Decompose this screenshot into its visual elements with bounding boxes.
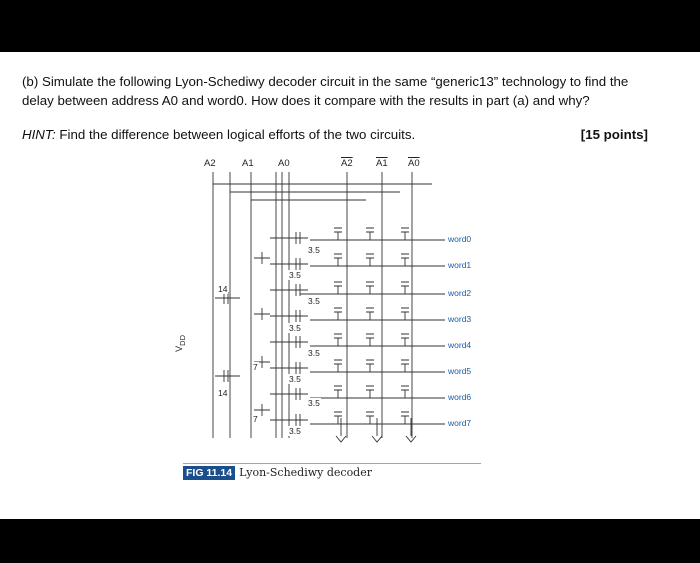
size-label: 14 <box>218 284 228 294</box>
size-label: 7 <box>253 362 258 372</box>
word-label: word7 <box>448 418 472 428</box>
word-label: word4 <box>448 340 472 350</box>
input-a1: A1 <box>242 158 254 169</box>
size-label: 3.5 <box>289 374 301 384</box>
size-label: 3.5 <box>308 348 320 358</box>
vdd-v: V <box>174 345 185 352</box>
input-a0-bar: A0 <box>408 158 420 169</box>
word-label: word2 <box>448 288 472 298</box>
vdd-sub: DD <box>177 334 187 346</box>
size-label: 3.5 <box>289 323 301 333</box>
size-label: 3.5 <box>308 398 320 408</box>
caption-text: Lyon-Schediwy decoder <box>239 466 372 479</box>
points-label: [15 points] <box>580 127 648 142</box>
question-line-2: delay between address A0 and word0. How does it compare with the results in part (a) and why? <box>22 93 590 108</box>
size-label: 3.5 <box>289 426 301 436</box>
decoder-schematic <box>170 148 490 468</box>
caption-tag: FIG 11.14 <box>183 466 235 480</box>
word-label: word5 <box>448 366 472 376</box>
word-label: word0 <box>448 234 472 244</box>
size-label: 14 <box>218 388 228 398</box>
hint <box>22 127 415 142</box>
question-line-1: (b) Simulate the following Lyon-Schediwy decoder circuit in the same “generic13” technology to find the <box>22 74 629 89</box>
hint-text: Find the difference between logical efforts of the two circuits. <box>55 127 416 142</box>
input-a2-bar: A2 <box>341 158 353 169</box>
size-label: 7 <box>253 414 258 424</box>
word-label: word1 <box>448 260 472 270</box>
caption-rule <box>183 463 481 464</box>
document-page <box>0 52 700 519</box>
word-label: word6 <box>448 392 472 402</box>
size-label: 3.5 <box>308 296 320 306</box>
input-a2: A2 <box>204 158 216 169</box>
vdd-label <box>174 335 187 352</box>
size-label: 3.5 <box>289 270 301 280</box>
input-a1-bar: A1 <box>376 158 388 169</box>
figure-caption <box>183 466 372 479</box>
hint-label: HINT: <box>22 127 56 142</box>
input-a0: A0 <box>278 158 290 169</box>
decoder-figure <box>170 148 490 488</box>
word-label: word3 <box>448 314 472 324</box>
size-label: 3.5 <box>308 245 320 255</box>
